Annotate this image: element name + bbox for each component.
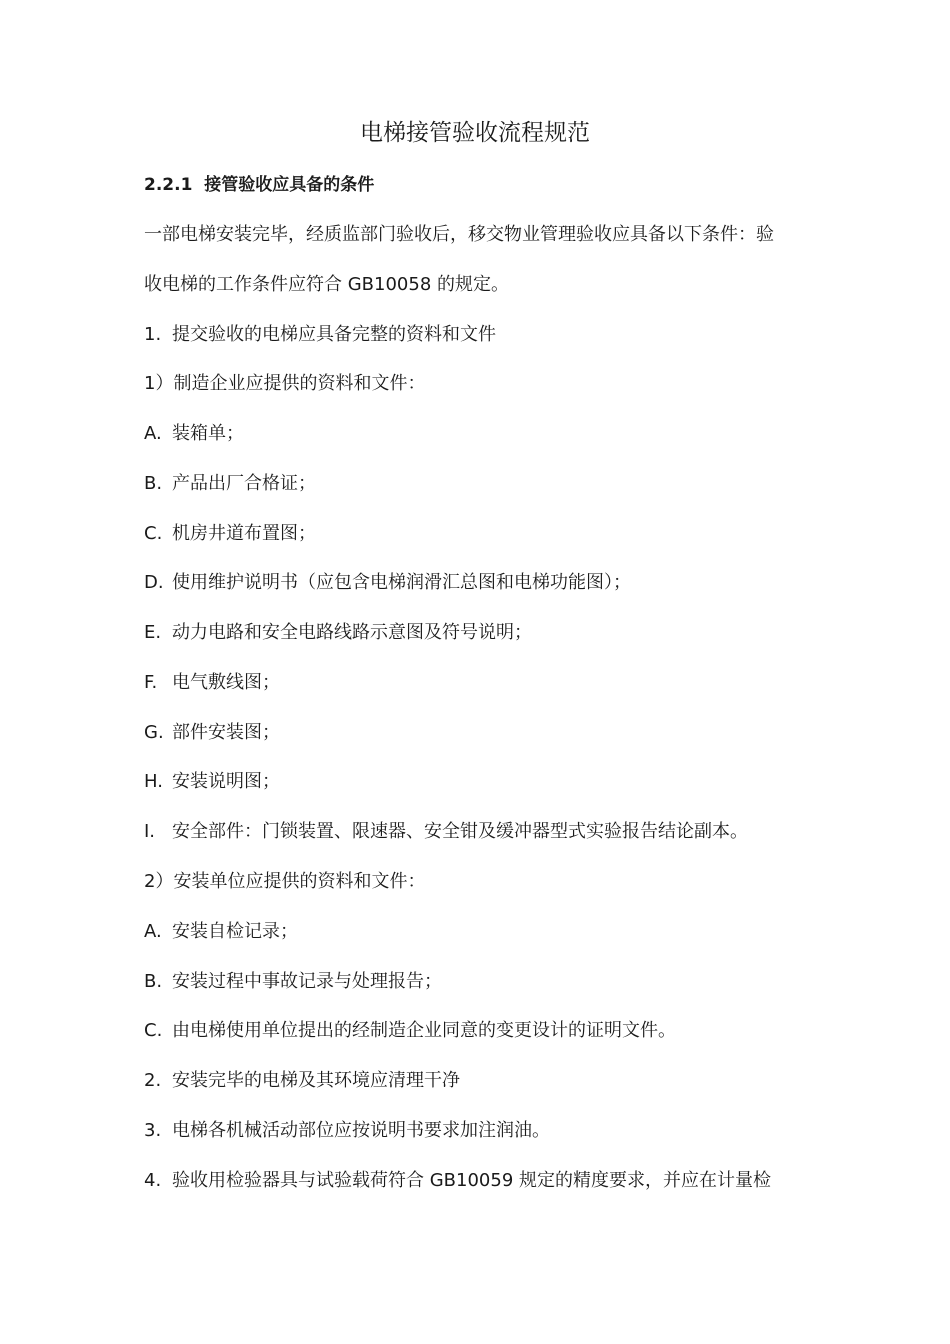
document-title: 电梯接管验收流程规范 (360, 120, 590, 146)
list-item-text: 机房井道布置图； (172, 523, 316, 544)
intro-line-1: 一部电梯安装完毕，经质监部门验收后，移交物业管理验收应具备以下条件：验 (144, 224, 774, 245)
list-item-text: 安装过程中事故记录与处理报告； (172, 971, 442, 992)
list-item-3 (144, 1117, 814, 1145)
list-item-text: 电气敷线图； (172, 672, 280, 693)
section-number: 2.2.1 (144, 175, 193, 195)
list-item-1i (144, 818, 814, 846)
list-item-text: 使用维护说明书（应包含电梯润滑汇总图和电梯功能图）； (172, 572, 631, 593)
list-item-marker: B. (144, 473, 163, 494)
subsection-1-label: 1）制造企业应提供的资料和文件： (144, 373, 426, 394)
list-item-marker: 4. (144, 1170, 162, 1191)
list-item-2 (144, 1067, 814, 1095)
list-item-text: 动力电路和安全电路线路示意图及符号说明； (172, 622, 532, 643)
list-item-1f (144, 669, 814, 697)
list-item-marker: 3. (144, 1120, 162, 1141)
subsection-2-label: 2）安装单位应提供的资料和文件： (144, 871, 426, 892)
list-item-2c (144, 1017, 814, 1045)
list-item-1g (144, 719, 814, 747)
list-item-2a (144, 918, 814, 946)
list-item-marker: A. (144, 423, 162, 444)
list-item-marker: I. (144, 821, 156, 842)
list-item-1c (144, 520, 814, 548)
list-item-marker: C. (144, 1020, 163, 1041)
list-item-marker: H. (144, 771, 163, 792)
list-item-text: 由电梯使用单位提出的经制造企业同意的变更设计的证明文件。 (172, 1020, 676, 1041)
list-item-marker: A. (144, 921, 162, 942)
list-item-1b (144, 470, 814, 498)
list-item-2b (144, 968, 814, 996)
list-item-text: 产品出厂合格证； (172, 473, 316, 494)
list-item-text: 电梯各机械活动部位应按说明书要求加注润油。 (172, 1120, 550, 1141)
intro-line-2: 收电梯的工作条件应符合 GB10058 的规定。 (144, 274, 509, 295)
list-item-4 (144, 1167, 814, 1195)
list-item-1e (144, 619, 814, 647)
list-item-marker: D. (144, 572, 164, 593)
list-item-marker: C. (144, 523, 163, 544)
list-item-text: 验收用检验器具与试验载荷符合 GB10059 规定的精度要求，并应在计量检 (172, 1170, 771, 1191)
list-item-text: 安装自检记录； (172, 921, 298, 942)
list-item-1 (144, 321, 814, 349)
list-item-marker: G. (144, 722, 164, 743)
list-item-1h (144, 768, 814, 796)
list-item-text: 安装说明图； (172, 771, 280, 792)
list-item-text: 提交验收的电梯应具备完整的资料和文件 (172, 324, 496, 345)
list-item-marker: 1. (144, 324, 162, 345)
list-item-1d (144, 569, 814, 597)
list-item-text: 装箱单； (172, 423, 244, 444)
section-heading (144, 172, 374, 198)
list-item-text: 安装完毕的电梯及其环境应清理干净 (172, 1070, 460, 1091)
section-heading-text: 接管验收应具备的条件 (204, 175, 375, 195)
list-item-marker: B. (144, 971, 163, 992)
list-item-marker: E. (144, 622, 162, 643)
list-item-marker: 2. (144, 1070, 162, 1091)
list-item-1a (144, 420, 814, 448)
list-item-text: 安全部件：门锁装置、限速器、安全钳及缓冲器型式实验报告结论副本。 (172, 821, 748, 842)
list-item-text: 部件安装图； (172, 722, 280, 743)
list-item-marker: F. (144, 672, 158, 693)
